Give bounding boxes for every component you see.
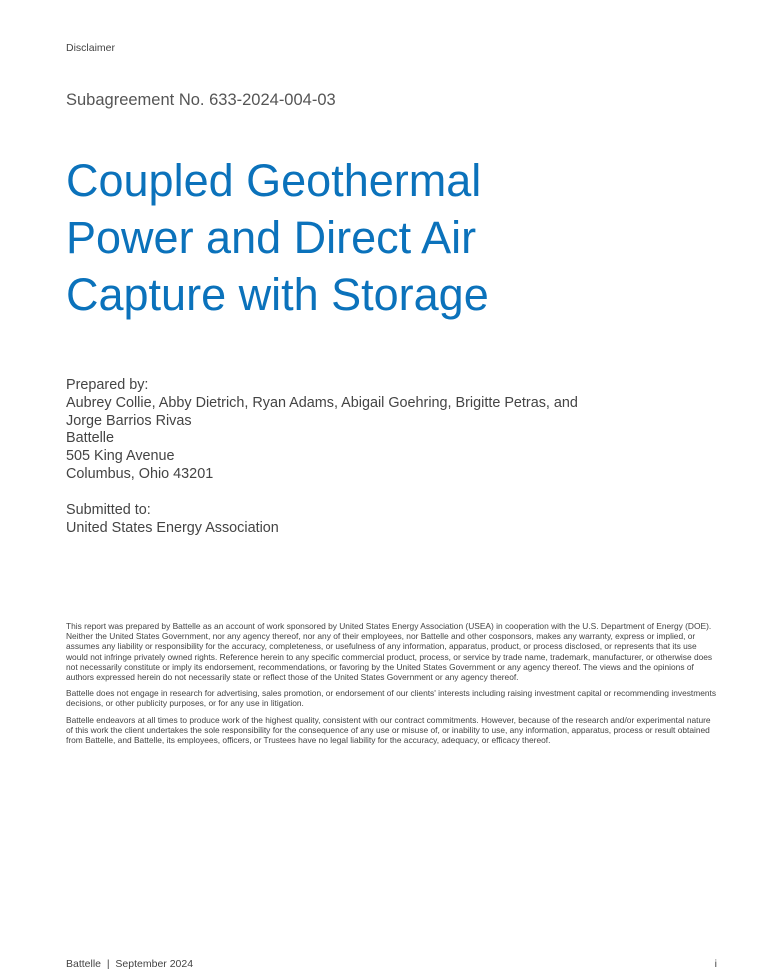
disclaimer-paragraph: Battelle endeavors at all times to produce work of the highest quality, consistent with our contract commitments. However, because of the research and/or experimental nature of this work the client undertakes the sole responsibility for the consequence of any use or misuse of, or inability to use, any information, apparatus, process or result obtained from Battelle, and Battelle, its employees, officers, or Trustees have no legal liability for the accuracy, adequacy, or efficacy thereof.: [66, 714, 711, 746]
authors-line: Aubrey Collie, Abby Dietrich, Ryan Adams, Abigail Goehring, Brigitte Petras, and: [66, 394, 578, 411]
subagreement-number: Subagreement No. 633-2024-004-03: [66, 91, 336, 109]
prepared-by-label: Prepared by:: [66, 377, 149, 393]
prepared-by-block: [66, 377, 578, 484]
submitted-to-block: [66, 502, 279, 538]
organization-name: Battelle: [66, 430, 114, 447]
document-title: [66, 152, 706, 323]
street-address: 505 King Avenue: [66, 448, 175, 465]
footer-publisher-date: Battelle | September 2024: [66, 958, 194, 970]
disclaimer-paragraph: This report was prepared by Battelle as an account of work sponsored by United States Energy Association (USEA) in cooperation with the U.S. Department of Energy (DOE). Neither the United States Government, nor any agency thereof, nor any of their employees, nor Battelle and other cosponsors, makes any warranty, express or implied, or assumes any liability or responsibility for the accuracy, completeness, or usefulness of any information, apparatus, product, or process disclosed, or represents that its use would not infringe privately owned rights. Reference herein to any specific commercial product, process, or service by trade name, trademark, manufacturer, or otherwise does not necessarily constitute or imply its endorsement, recommendations, or favoring by the United States Government or any agency thereof. The views and the opinions of authors expressed herein do not necessarily state or reflect those of the United States Government or any agency thereof.: [66, 621, 713, 683]
header-label: Disclaimer: [66, 42, 116, 54]
title-line: Coupled Geothermal: [66, 155, 482, 206]
title-line: Power and Direct Air: [66, 212, 477, 263]
page-number: i: [714, 958, 717, 970]
submitted-to-label: Submitted to:: [66, 502, 151, 518]
disclaimer-text: [66, 621, 718, 751]
disclaimer-paragraph: Battelle does not engage in research for advertising, sales promotion, or endorsement of our clients' interests including raising investment capital or recommending investments decisions, or other publicity purposes, or for any use in litigation.: [66, 688, 717, 709]
authors-line: Jorge Barrios Rivas: [66, 412, 192, 429]
city-state-zip: Columbus, Ohio 43201: [66, 465, 214, 482]
title-line: Capture with Storage: [66, 269, 489, 320]
submitted-to-org: United States Energy Association: [66, 519, 279, 536]
